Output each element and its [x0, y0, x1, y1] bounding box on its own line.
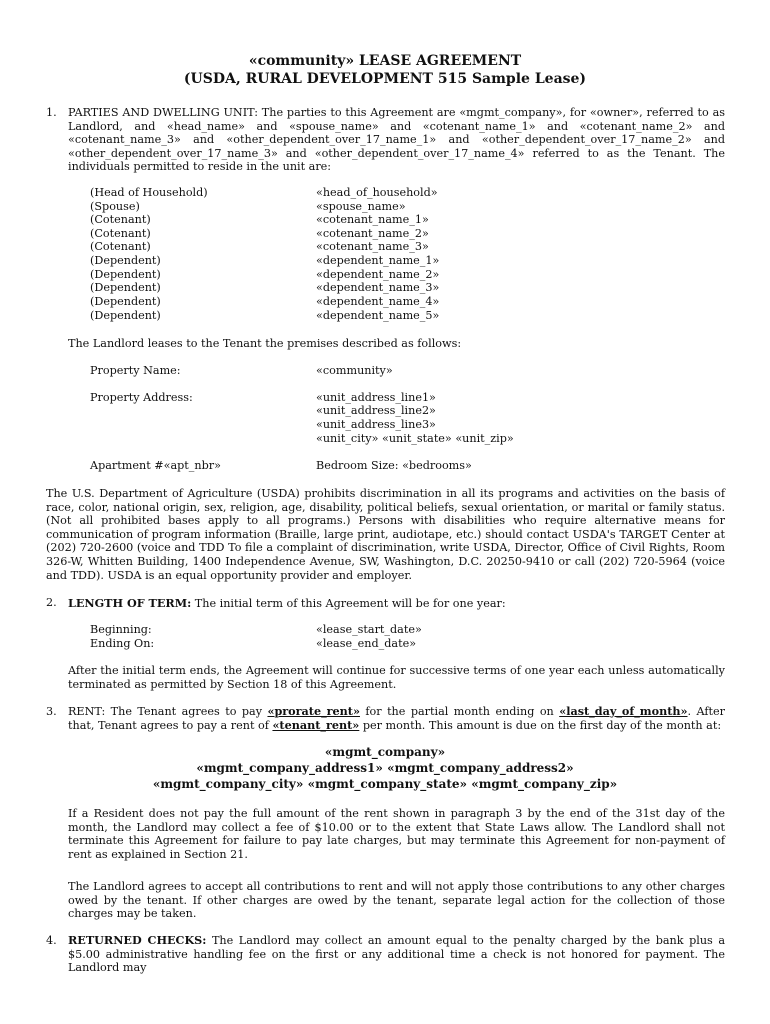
- occupant-role: (Head of Household): [90, 186, 208, 199]
- occupant-field: «cotenant_name_2»: [316, 227, 429, 240]
- section-2-number: 2.: [46, 596, 57, 609]
- term-ending-value: «lease_end_date»: [316, 637, 417, 650]
- section-4-heading: RETURNED CHECKS:: [68, 933, 207, 947]
- property-address-label: Property Address:: [90, 391, 193, 404]
- term-beginning-label: Beginning:: [90, 623, 152, 636]
- returned-checks-paragraph: [68, 934, 725, 975]
- contributions-paragraph: The Landlord agrees to accept all contributions to rent and will not apply those contributions to any other charges owed by the tenant. If other charges are owed by the tenant, separate legal action for the collection of those charges may be taken.: [68, 880, 725, 921]
- payment-address-city: «mgmt_company_city» «mgmt_company_state» «mgmt_company_zip»: [152, 777, 618, 791]
- payment-address-company: «mgmt_company»: [324, 745, 446, 759]
- term-ending-label: Ending On:: [90, 637, 155, 650]
- last-day-field: «last_day_of_month»: [559, 704, 688, 718]
- occupant-field: «cotenant_name_1»: [316, 213, 429, 226]
- occupant-field: «dependent_name_1»: [316, 254, 440, 267]
- occupant-role: (Cotenant): [90, 213, 151, 226]
- occupant-field: «cotenant_name_3»: [316, 240, 429, 253]
- bedroom-size: Bedroom Size: «bedrooms»: [316, 459, 472, 472]
- prorate-rent-field: «prorate_rent»: [267, 704, 360, 718]
- section-2-heading: LENGTH OF TERM:: [68, 596, 192, 610]
- premises-intro: The Landlord leases to the Tenant the premises described as follows:: [68, 337, 462, 350]
- address-line: «unit_address_line2»: [316, 404, 436, 417]
- section-4-text: The Landlord may collect an amount equal to the penalty charged by the bank plus a $5.00 administrative handling fee on the first or any additional time a check is not honored for payment. The Landlord may: [68, 934, 725, 975]
- property-name-value: «community»: [316, 364, 393, 377]
- rent-text: . After that, Tenant agrees to pay a rent of: [68, 705, 725, 732]
- occupant-role: (Dependent): [90, 268, 161, 281]
- section-2-heading-line: [68, 596, 506, 610]
- usda-nondiscrimination-notice: The U.S. Department of Agriculture (USDA) prohibits discrimination in all its programs and activities on the basis of race, color, national origin, sex, religion, age, disability, political beliefs, sexual orientation, or marital or family status. (Not all prohibited bases apply to all programs.) Persons with disabilities who require alternative means for communication of program information (Braille, large print, audiotape, etc.) should contact USDA's TARGET Center at (202) 720-2600 (voice and TDD To file a complaint of discrimination, write USDA, Director, Office of Civil Rights, Room 326-W, Whitten Building, 1400 Independence Avenue, SW, Washington, D.C. 20250-9410 or call (202) 720-5964 (voice and TDD). USDA is an equal opportunity provider and employer.: [46, 487, 725, 582]
- section-4-number: 4.: [46, 934, 57, 947]
- address-line: «unit_address_line3»: [316, 418, 436, 431]
- section-1-parties-paragraph: PARTIES AND DWELLING UNIT: The parties to this Agreement are «mgmt_company», for «owner», referred to as Landlord, and «head_name» and «spouse_name» and «cotenant_name_1» and «cotenant_name_2» and «cotenant_name_3» and «other_dependent_over_17_name_1» and «other_dependent_over_17_name_2» and «other_dependent_over_17_name_3» and «other_dependent_over_17_name_4» referred to as the Tenant. The individuals permitted to reside in the unit are:: [68, 106, 725, 174]
- occupant-role: (Dependent): [90, 295, 161, 308]
- property-name-label: Property Name:: [90, 364, 181, 377]
- occupant-field: «head_of_household»: [316, 186, 438, 199]
- section-3-number: 3.: [46, 705, 57, 718]
- payment-address-line: «mgmt_company_address1» «mgmt_company_address2»: [196, 761, 574, 775]
- document-title: «community» LEASE AGREEMENT: [248, 53, 522, 69]
- occupant-field: «spouse_name»: [316, 200, 406, 213]
- occupant-role: (Dependent): [90, 254, 161, 267]
- occupant-role: (Dependent): [90, 309, 161, 322]
- occupant-role: (Spouse): [90, 200, 140, 213]
- tenant-rent-field: «tenant_rent»: [272, 717, 360, 732]
- rent-paragraph: [68, 705, 725, 732]
- occupant-field: «dependent_name_4»: [316, 295, 440, 308]
- rent-text: RENT: The Tenant agrees to pay: [68, 705, 268, 718]
- occupant-field: «dependent_name_3»: [316, 281, 440, 294]
- rent-text: per month. This amount is due on the first day of the month at:: [359, 718, 722, 732]
- rent-text: for the partial month ending on: [359, 705, 560, 718]
- late-fee-paragraph: If a Resident does not pay the full amount of the rent shown in paragraph 3 by the end of the 31st day of the month, the Landlord may collect a fee of $10.00 or to the extent that State Laws allow. The Landlord shall not terminate this Agreement for failure to pay late charges, but may terminate this Agreement for non-payment of rent as explained in Section 21.: [68, 807, 725, 861]
- occupant-field: «dependent_name_2»: [316, 268, 440, 281]
- term-renewal-paragraph: After the initial term ends, the Agreement will continue for successive terms of one year each unless automatically terminated as permitted by Section 18 of this Agreement.: [68, 664, 725, 691]
- apartment-number: Apartment #«apt_nbr»: [90, 459, 221, 472]
- occupant-role: (Cotenant): [90, 227, 151, 240]
- term-beginning-value: «lease_start_date»: [316, 623, 422, 636]
- occupant-field: «dependent_name_5»: [316, 309, 440, 322]
- address-line: «unit_city» «unit_state» «unit_zip»: [316, 432, 514, 445]
- occupant-role: (Dependent): [90, 281, 161, 294]
- occupant-role: (Cotenant): [90, 240, 151, 253]
- section-2-text: The initial term of this Agreement will be for one year:: [191, 597, 506, 610]
- address-line: «unit_address_line1»: [316, 391, 436, 404]
- document-subtitle: (USDA, RURAL DEVELOPMENT 515 Sample Lease): [183, 71, 587, 87]
- section-1-number: 1.: [46, 106, 57, 119]
